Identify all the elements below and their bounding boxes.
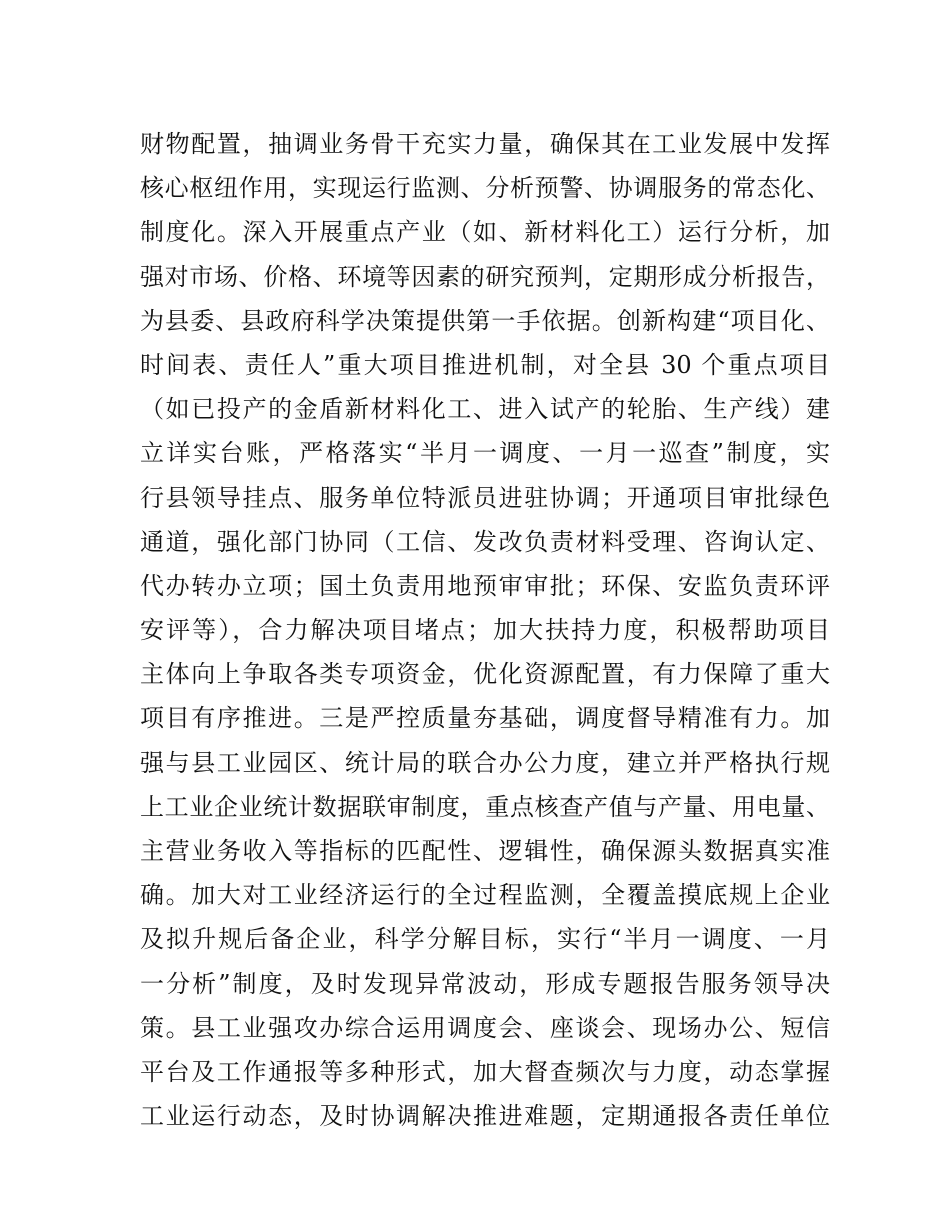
text-line: 代办转办立项；国土负责用地预审审批；环保、安监负责环评 — [140, 571, 830, 600]
text-line: 平台及工作通报等多种形式，加大督查频次与力度，动态掌握 — [140, 1057, 830, 1086]
text-line: 强对市场、价格、环境等因素的研究预判，定期形成分析报告， — [140, 262, 830, 291]
text-line: 核心枢纽作用，实现运行监测、分析预警、协调服务的常态化、 — [140, 174, 830, 203]
text-line: 安评等），合力解决项目堵点；加大扶持力度，积极帮助项目 — [140, 616, 830, 645]
text-line: 行县领导挂点、服务单位特派员进驻协调；开通项目审批绿色 — [140, 483, 830, 512]
body-paragraph — [140, 122, 830, 1138]
text-line: 主体向上争取各类专项资金，优化资源配置，有力保障了重大 — [140, 660, 830, 689]
text-line: 时间表、责任人”重大项目推进机制，对全县 30 个重点项目 — [140, 350, 830, 379]
text-line: 强与县工业园区、统计局的联合办公力度，建立并严格执行规 — [140, 748, 830, 777]
text-line: 为县委、县政府科学决策提供第一手依据。创新构建“项目化、 — [140, 306, 830, 335]
text-line: 及拟升规后备企业，科学分解目标，实行“半月一调度、一月 — [140, 925, 830, 954]
text-line: 立详实台账，严格落实“半月一调度、一月一巡查”制度，实 — [140, 439, 830, 468]
text-line: 策。县工业强攻办综合运用调度会、座谈会、现场办公、短信 — [140, 1013, 830, 1042]
text-line: 工业运行动态，及时协调解决推进难题，定期通报各责任单位 — [140, 1102, 830, 1131]
text-line: 项目有序推进。三是严控质量夯基础，调度督导精准有力。加 — [140, 704, 830, 733]
text-line: 主营业务收入等指标的匹配性、逻辑性，确保源头数据真实准 — [140, 837, 830, 865]
text-line: 上工业企业统计数据联审制度，重点核查产值与产量、用电量、 — [140, 792, 830, 821]
text-line: 制度化。深入开展重点产业（如、新材料化工）运行分析，加 — [140, 218, 830, 247]
text-line: 通道，强化部门协同（工信、发改负责材料受理、咨询认定、 — [140, 527, 830, 556]
text-line: 财物配置，抽调业务骨干充实力量，确保其在工业发展中发挥 — [140, 130, 830, 158]
text-line: 确。加大对工业经济运行的全过程监测，全覆盖摸底规上企业 — [140, 881, 830, 910]
text-line: 一分析”制度，及时发现异常波动，形成专题报告服务领导决 — [140, 969, 830, 998]
text-line: （如已投产的金盾新材料化工、进入试产的轮胎、生产线）建 — [140, 395, 830, 424]
